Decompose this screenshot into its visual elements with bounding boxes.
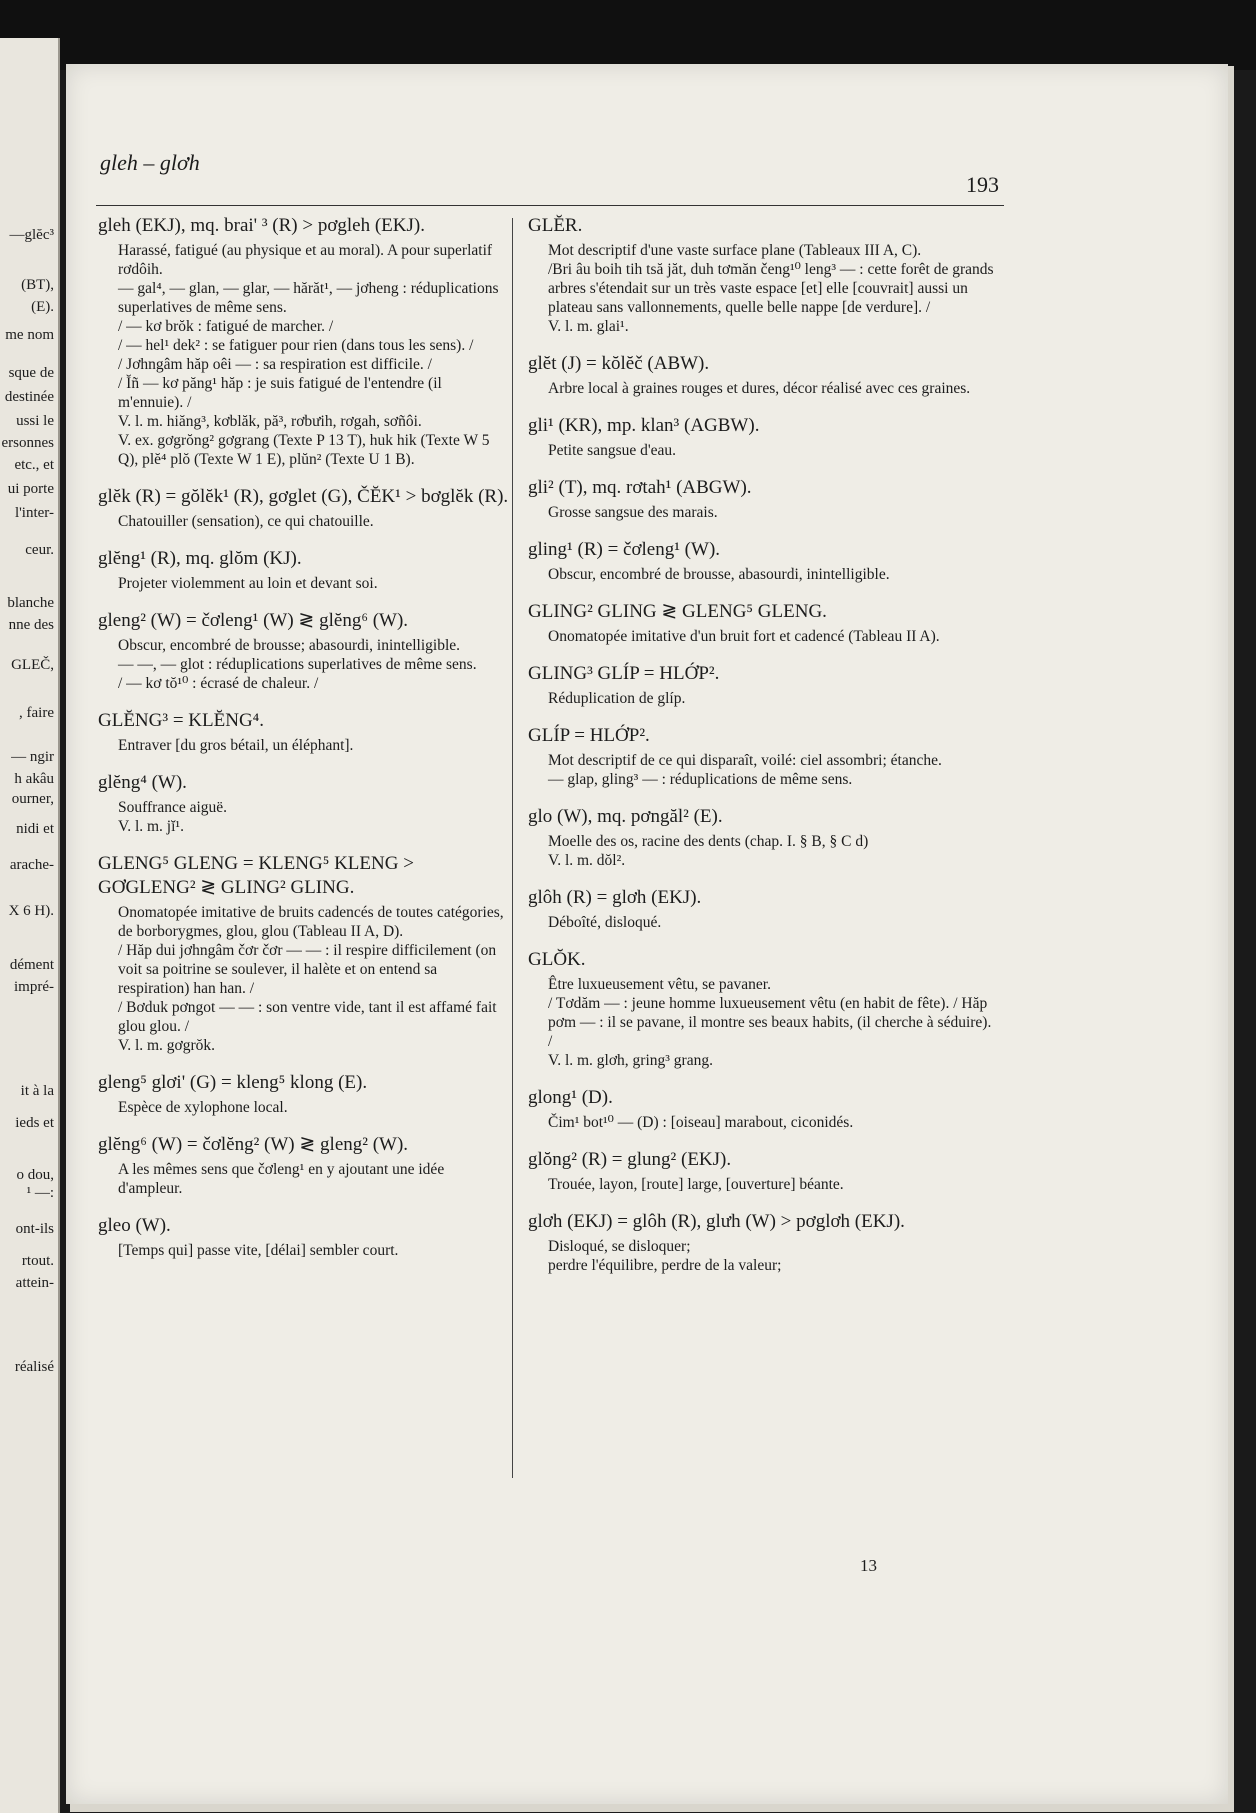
left-page-fragment: ont-ils xyxy=(15,1221,54,1237)
dictionary-entry xyxy=(528,1148,998,1194)
definition-line: /Bri âu boih tih tsă jăt, duh tơmăn čeng¹⁰ leng³ — : cette forêt de grands arbres s'étendait sur un très vaste espace [et] elle [couvrait] aussi un plateau sans vallonnements, quelle belle nappe [de verdure]. / xyxy=(548,261,994,316)
definition-line: perdre l'équilibre, perdre de la valeur; xyxy=(548,1257,782,1274)
dictionary-entry xyxy=(98,609,510,693)
left-page-fragment: destinée xyxy=(4,389,54,405)
entry-definition xyxy=(528,565,998,584)
definition-line: Onomatopée imitative de bruits cadencés de toutes catégories, de borborygmes, glou, glou (Tableau II A, D). xyxy=(118,904,504,940)
definition-line: / Bơduk pơngot — — : son ventre vide, tant il est affamé fait glou glou. / xyxy=(118,999,497,1035)
dictionary-entry xyxy=(98,852,510,1055)
entry-definition xyxy=(528,241,998,336)
dictionary-entry xyxy=(528,1210,998,1275)
dictionary-entry xyxy=(528,886,998,932)
entry-headword: GLING³ GLÍP = HLỚP². xyxy=(528,663,720,684)
left-page-fragment: ersonnes xyxy=(1,435,54,451)
definition-line: Chatouiller (sensation), ce qui chatouille. xyxy=(118,513,374,530)
left-page-fragment: ¹ —: xyxy=(26,1185,54,1201)
left-page-fragment: arache- xyxy=(9,857,54,873)
definition-line: Grosse sangsue des marais. xyxy=(548,504,718,521)
definition-line: Disloqué, se disloquer; xyxy=(548,1238,691,1255)
page-number: 193 xyxy=(966,172,999,197)
definition-line: A les mêmes sens que čơleng¹ en y ajoutant une idée d'ampleur. xyxy=(118,1161,445,1197)
dictionary-entry xyxy=(528,476,998,522)
entry-headword: glo (W), mq. pơngăl² (E). xyxy=(528,806,723,827)
definition-line: Moelle des os, racine des dents (chap. I. § B, § C d) xyxy=(548,833,869,850)
right-column xyxy=(528,214,998,1291)
left-page-fragment: ieds et xyxy=(15,1115,54,1131)
definition-line: Réduplication de glíp. xyxy=(548,690,686,707)
background-shadow xyxy=(0,0,1256,70)
entry-headword: GLŎK. xyxy=(528,949,586,970)
entry-definition xyxy=(528,975,998,1070)
definition-line: V. l. m. glai¹. xyxy=(548,318,629,335)
left-page-fragment: (E). xyxy=(31,299,54,315)
definition-line: Souffrance aiguë. xyxy=(118,799,228,816)
dictionary-entry xyxy=(98,1214,510,1260)
definition-line: / — kơ brŏk : fatigué de marcher. / xyxy=(118,318,334,335)
definition-line: V. ex. gơgrŏng² gơgrang (Texte P 13 T), huk hik (Texte W 5 Q), plĕ⁴ plŏ (Texte W 1 E), plŭn² (Texte U 1 B). xyxy=(118,432,490,468)
entry-definition xyxy=(98,1160,510,1198)
dictionary-entry xyxy=(528,600,998,646)
left-page-fragment: o dou, xyxy=(16,1167,54,1183)
entry-definition xyxy=(528,832,998,870)
entry-headword: glĕk (R) = gŏlĕk¹ (R), gơglet (G), ČĔK¹ > bơglĕk (R). xyxy=(98,486,509,507)
definition-line: Obscur, encombré de brousse, abasourdi, inintelligible. xyxy=(548,566,890,583)
entry-headword: gleng² (W) = čơleng¹ (W) ≷ glĕng⁶ (W). xyxy=(98,610,409,631)
left-page-fragment: impré- xyxy=(14,979,54,995)
dictionary-entry xyxy=(528,948,998,1070)
entry-headword: glĕng⁶ (W) = čơlĕng² (W) ≷ gleng² (W). xyxy=(98,1134,409,1155)
entry-headword: glong¹ (D). xyxy=(528,1087,613,1108)
dictionary-entry xyxy=(98,547,510,593)
entry-definition xyxy=(98,636,510,693)
definition-line: / Jơhngâm hăp oêi — : sa respiration est difficile. / xyxy=(118,356,432,373)
entry-definition xyxy=(98,798,510,836)
entry-headword: GLĔNG³ = KLĔNG⁴. xyxy=(98,710,265,731)
dictionary-entry xyxy=(528,805,998,870)
definition-line: / Hăp dui jơhngâm čơr čơr — — : il respire difficilement (on voit sa poitrine se soulever, il halète et on entend sa respiration) han han. / xyxy=(118,942,497,997)
left-page-fragment: rtout. xyxy=(21,1253,54,1269)
definition-line: — —, — glot : réduplications superlatives de même sens. xyxy=(118,656,477,673)
left-page-fragment: h akâu xyxy=(14,771,54,787)
definition-line: Mot descriptif d'une vaste surface plane (Tableaux III A, C). xyxy=(548,242,922,259)
definition-line: Harassé, fatigué (au physique et au moral). A pour superlatif rơdôih. xyxy=(118,242,493,278)
entry-headword: glĕt (J) = kŏlĕč (ABW). xyxy=(528,353,710,374)
entry-definition xyxy=(528,441,998,460)
definition-line: — glap, gling³ — : réduplications de même sens. xyxy=(548,771,853,788)
entry-headword: gleng⁵ glơi' (G) = kleng⁵ klong (E). xyxy=(98,1072,368,1093)
column-divider xyxy=(512,218,513,1478)
definition-line: Čim¹ bot¹⁰ — (D) : [oiseau] marabout, ciconidés. xyxy=(548,1114,854,1131)
left-page-fragment: it à la xyxy=(20,1083,54,1099)
entry-headword: GLÍP = HLỚP². xyxy=(528,725,650,746)
entry-definition xyxy=(528,1175,998,1194)
left-page-fragment: (BT), xyxy=(21,277,54,293)
entry-definition xyxy=(528,503,998,522)
entry-definition xyxy=(528,689,998,708)
left-column xyxy=(98,214,510,1276)
left-page-fragment: sque de xyxy=(8,365,54,381)
entry-definition xyxy=(528,913,998,932)
dictionary-entry xyxy=(98,214,510,469)
entry-headword: GLENG⁵ GLENG = KLENG⁵ KLENG > GƠGLENG² ≷ GLING² GLING. xyxy=(98,853,414,898)
dictionary-entry xyxy=(528,662,998,708)
entry-headword: gleh (EKJ), mq. brai' ³ (R) > pơgleh (EKJ). xyxy=(98,215,425,236)
definition-line: / Ĭñ — kơ păng¹ hăp : je suis fatigué de l'entendre (il m'ennuie). / xyxy=(118,375,442,411)
definition-line: Trouée, layon, [route] large, [ouverture] béante. xyxy=(548,1176,844,1193)
entry-headword: gli² (T), mq. rơtah¹ (ABGW). xyxy=(528,477,752,498)
left-page-fragment: dément xyxy=(9,957,54,973)
definition-line: V. l. m. hiăng³, kơblăk, pă³, rơbưih, rơgah, sơñôi. xyxy=(118,413,422,430)
dictionary-entry xyxy=(98,1133,510,1198)
entry-definition xyxy=(98,241,510,469)
definition-line: Projeter violemment au loin et devant soi. xyxy=(118,575,378,592)
definition-line: Être luxueusement vêtu, se pavaner. xyxy=(548,976,771,993)
dictionary-entry xyxy=(98,709,510,755)
definition-line: Entraver [du gros bétail, un éléphant]. xyxy=(118,737,354,754)
entry-definition xyxy=(98,1098,510,1117)
entry-headword: GLING² GLING ≷ GLENG⁵ GLENG. xyxy=(528,601,827,622)
running-header: gleh – glơh xyxy=(100,150,200,175)
left-page-fragment: —glĕc³ xyxy=(9,227,54,243)
dictionary-entry xyxy=(528,724,998,789)
header-rule xyxy=(96,205,1004,206)
definition-line: [Temps qui] passe vite, [délai] sembler court. xyxy=(118,1242,399,1259)
entry-headword: glôh (R) = glơh (EKJ). xyxy=(528,887,702,908)
left-page-fragment: ourner, xyxy=(11,791,54,807)
dictionary-entry xyxy=(528,1086,998,1132)
entry-headword: glĕng⁴ (W). xyxy=(98,772,187,793)
dictionary-entry xyxy=(528,214,998,336)
definition-line: / — hel¹ dek² : se fatiguer pour rien (dans tous les sens). / xyxy=(118,337,474,354)
left-page-fragment: X 6 H). xyxy=(8,903,54,919)
definition-line: — gal⁴, — glan, — glar, — hărăt¹, — jơheng : réduplications superlatives de même sens. xyxy=(118,280,499,316)
dictionary-entry xyxy=(98,771,510,836)
entry-definition xyxy=(98,903,510,1055)
definition-line: V. l. m. jĭ¹. xyxy=(118,818,184,835)
left-page-fragment: attein- xyxy=(15,1275,54,1291)
dictionary-entry xyxy=(98,1071,510,1117)
entry-definition xyxy=(98,736,510,755)
entry-definition xyxy=(528,379,998,398)
definition-line: Mot descriptif de ce qui disparaît, voilé: ciel assombri; étanche. xyxy=(548,752,942,769)
definition-line: V. l. m. dŏl². xyxy=(548,852,626,869)
definition-line: Onomatopée imitative d'un bruit fort et cadencé (Tableau II A). xyxy=(548,628,940,645)
definition-line: Petite sangsue d'eau. xyxy=(548,442,677,459)
left-page-fragment: l'inter- xyxy=(14,505,54,521)
entry-definition xyxy=(98,574,510,593)
left-page-fragment: me nom xyxy=(5,327,54,343)
definition-line: / Tơdăm — : jeune homme luxueusement vêtu (en habit de fête). / Hăp pơm — : il se pavane, il montre ses beaux habits, (il cherche à séduire). / xyxy=(548,995,992,1050)
definition-line: Obscur, encombré de brousse; abasourdi, inintelligible. xyxy=(118,637,461,654)
dictionary-entry xyxy=(528,538,998,584)
entry-headword: glĕng¹ (R), mq. glŏm (KJ). xyxy=(98,548,302,569)
left-page-fragment: GLEČ, xyxy=(11,657,54,673)
left-page-fragment: ceur. xyxy=(25,542,54,558)
left-page-edge xyxy=(0,38,60,1813)
entry-definition xyxy=(98,1241,510,1260)
entry-headword: gli¹ (KR), mp. klan³ (AGBW). xyxy=(528,415,760,436)
entry-headword: GLĔR. xyxy=(528,215,583,236)
left-page-fragment: ui porte xyxy=(7,481,54,497)
entry-headword: gleo (W). xyxy=(98,1215,171,1236)
entry-definition xyxy=(98,512,510,531)
left-page-fragment: nne des xyxy=(8,617,54,633)
dictionary-entry xyxy=(98,485,510,531)
entry-definition xyxy=(528,1113,998,1132)
dictionary-entry xyxy=(528,414,998,460)
entry-definition xyxy=(528,1237,998,1275)
entry-definition xyxy=(528,627,998,646)
definition-line: V. l. m. glơh, gring³ grang. xyxy=(548,1052,713,1069)
entry-headword: glŏng² (R) = glung² (EKJ). xyxy=(528,1149,732,1170)
definition-line: Arbre local à graines rouges et dures, décor réalisé avec ces graines. xyxy=(548,380,971,397)
definition-line: V. l. m. gơgrŏk. xyxy=(118,1037,216,1054)
entry-headword: glơh (EKJ) = glôh (R), glưh (W) > pơglơh (EKJ). xyxy=(528,1211,905,1232)
left-page-fragment: réalisé xyxy=(14,1359,54,1375)
definition-line: / — kơ tŏ¹⁰ : écrasé de chaleur. / xyxy=(118,675,319,692)
definition-line: Espèce de xylophone local. xyxy=(118,1099,288,1116)
left-page-fragment: , faire xyxy=(19,705,54,721)
left-page-fragment: nidi et xyxy=(16,821,54,837)
left-page-fragment: etc., et xyxy=(14,457,54,473)
entry-definition xyxy=(528,751,998,789)
signature-mark: 13 xyxy=(860,1556,877,1575)
definition-line: Déboîté, disloqué. xyxy=(548,914,662,931)
left-page-fragment: blanche xyxy=(7,595,54,611)
dictionary-entry xyxy=(528,352,998,398)
left-page-fragment: ussi le xyxy=(16,413,54,429)
entry-headword: gling¹ (R) = čơleng¹ (W). xyxy=(528,539,721,560)
left-page-fragment: — ngir xyxy=(11,749,54,765)
